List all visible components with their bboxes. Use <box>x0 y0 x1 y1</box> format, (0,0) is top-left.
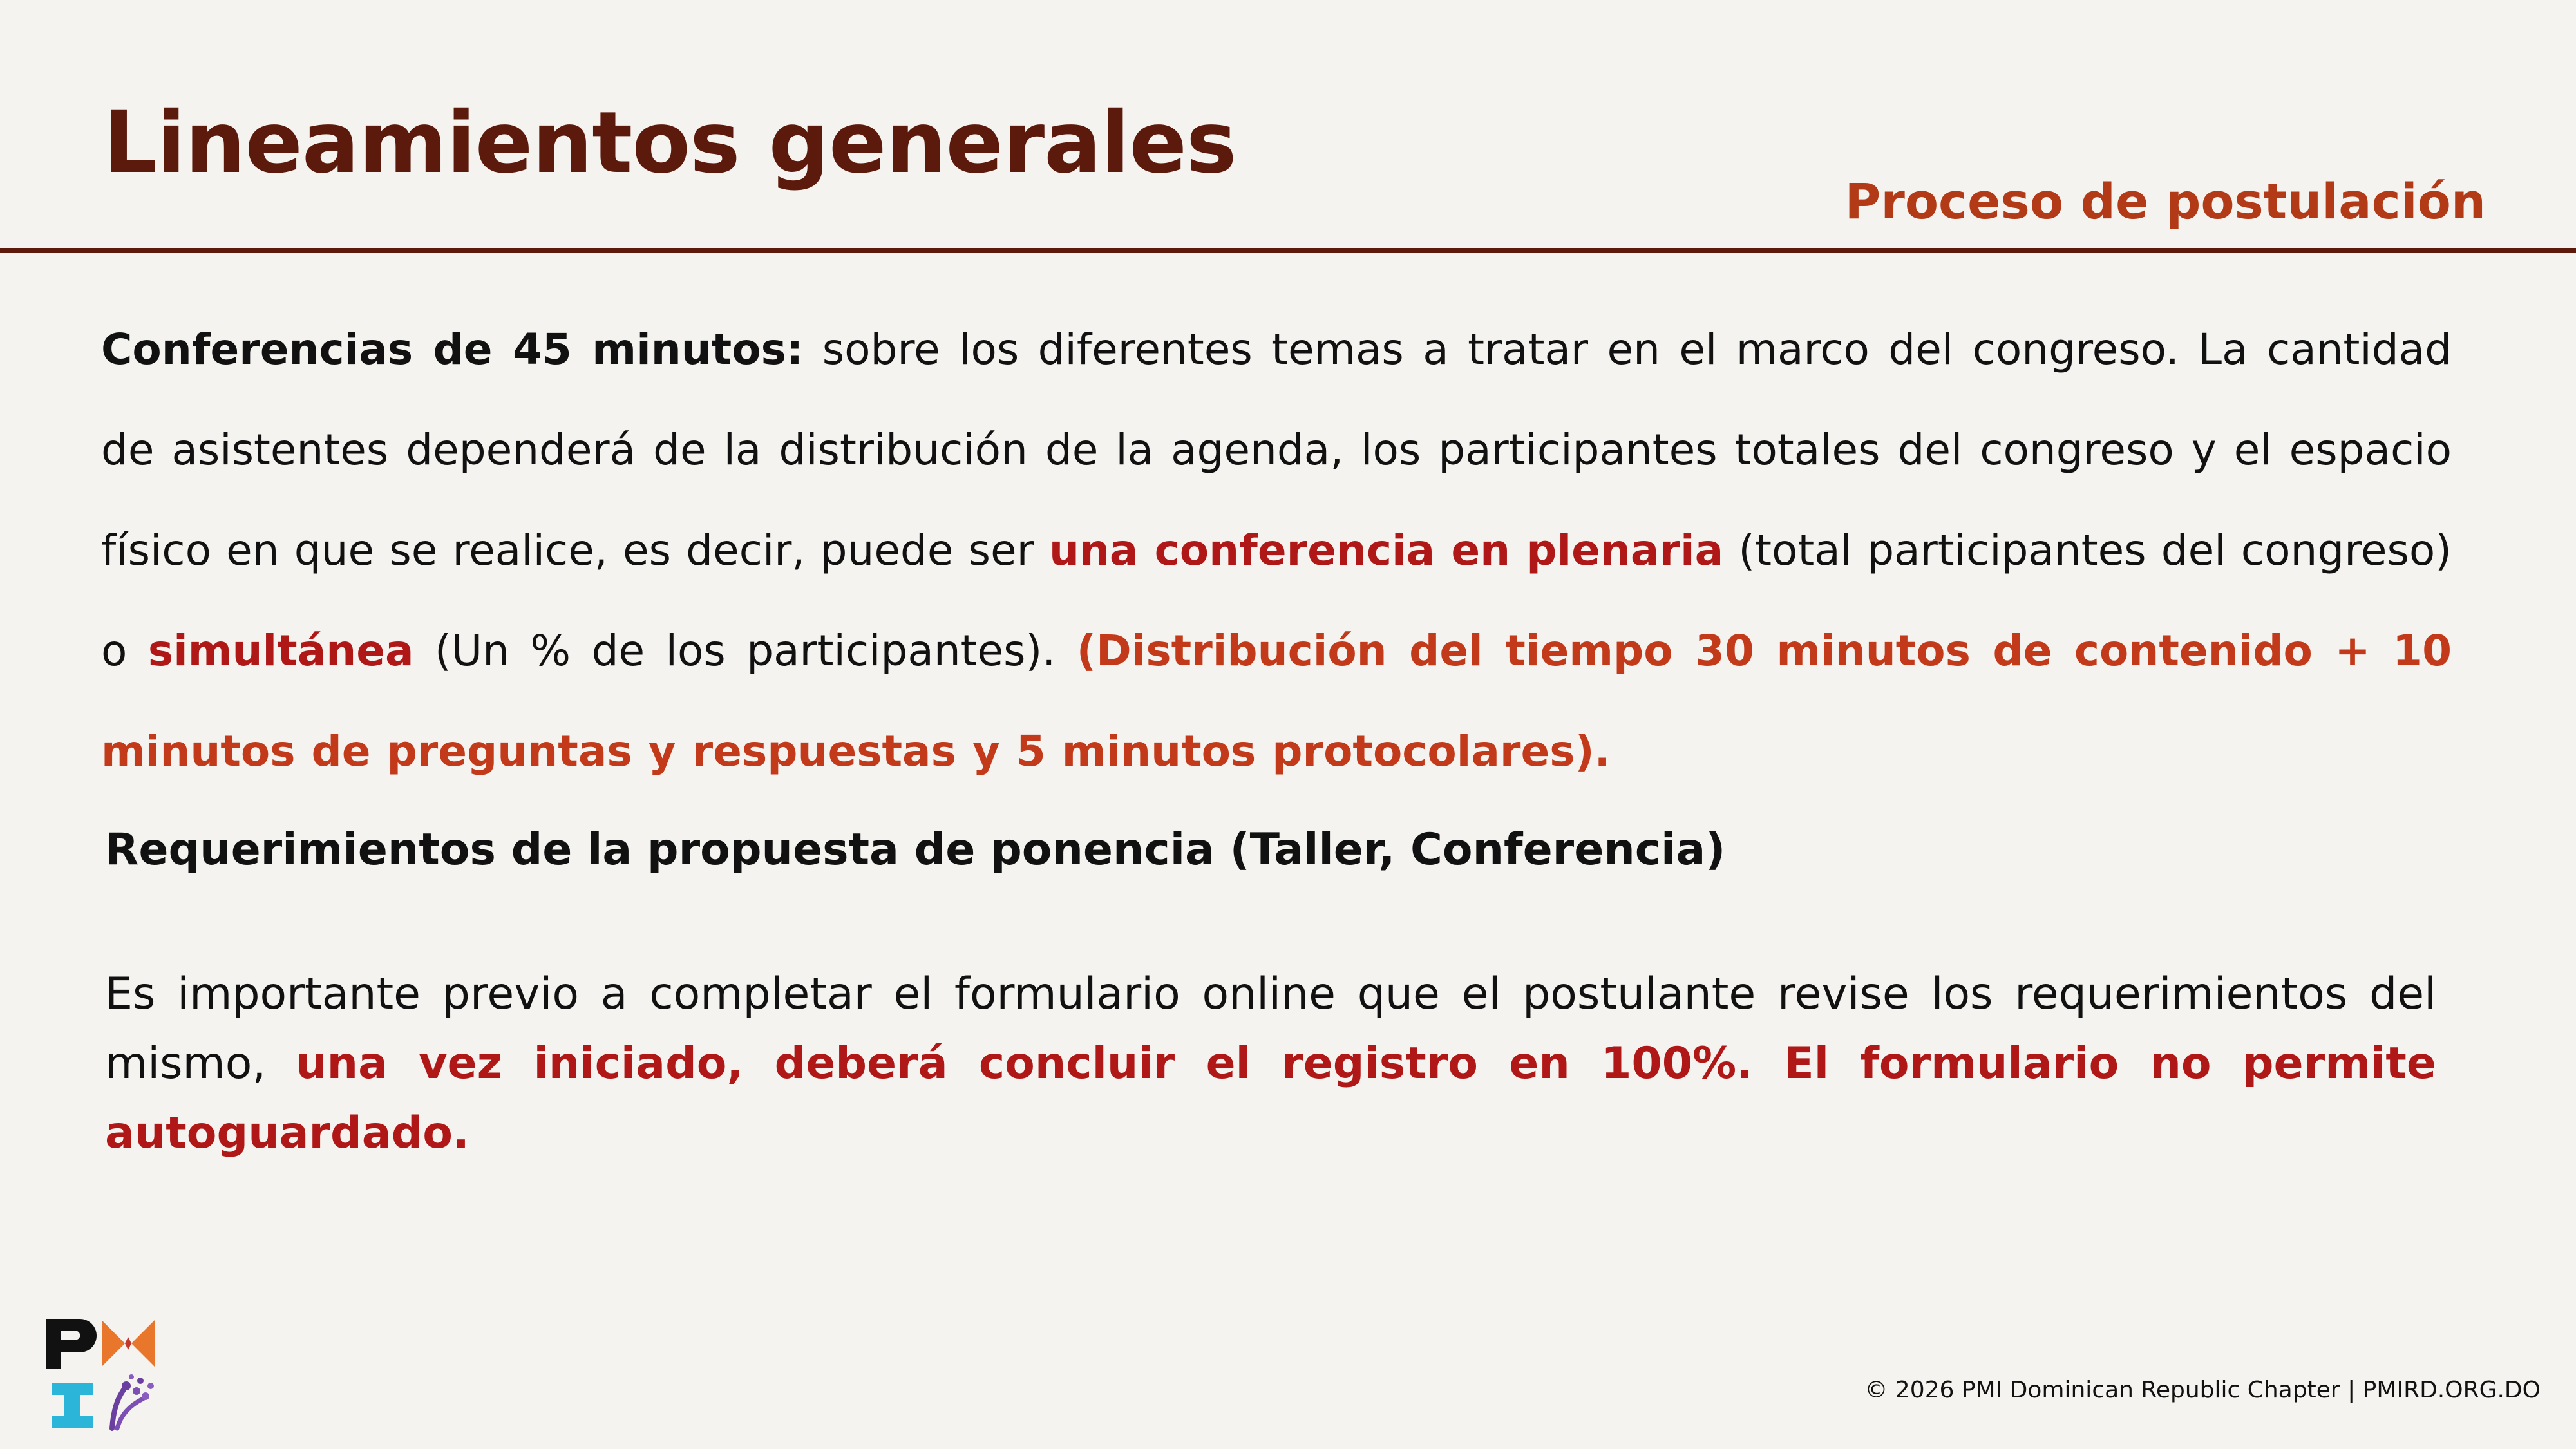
conference-paragraph <box>101 299 2452 802</box>
page-title: Lineamientos generales <box>103 93 1236 193</box>
requirements-text: Es importante previo a completar el formulario online que el postulante revise los requerimientos del mismo, <box>105 969 2436 1089</box>
conference-text-2: (total participantes del congreso) o <box>101 526 2452 676</box>
simultaneous-highlight: simultánea <box>147 626 414 676</box>
conference-text-1: sobre los diferentes temas a tratar en el marco del congreso. La cantidad de asistentes dependerá de la distribución de la agenda, los participantes totales del congreso y el espacio físico en que se realice, es decir, puede ser <box>101 325 2452 575</box>
conference-text-3: (Un % de los participantes). <box>413 626 1077 676</box>
page-subtitle: Proceso de postulación <box>1844 173 2486 230</box>
plenary-highlight: una conferencia en plenaria <box>1048 526 1724 575</box>
header-divider <box>0 248 2576 253</box>
conference-lead: Conferencias de 45 minutos: <box>101 325 804 374</box>
requirements-heading: Requerimientos de la propuesta de ponencia (Taller, Conferencia) <box>105 824 1726 875</box>
time-distribution-highlight: (Distribución del tiempo 30 minutos de contenido + 10 minutos de preguntas y respuestas y 5 minutos protocolares). <box>101 626 2452 776</box>
footer-copyright: © 2026 PMI Dominican Republic Chapter | PMIRD.ORG.DO <box>1864 1377 2541 1403</box>
pmi-logo-icon <box>40 1314 162 1436</box>
requirements-paragraph <box>105 960 2436 1168</box>
requirements-highlight: una vez iniciado, deberá concluir el registro en 100%. El formulario no permite autoguardado. <box>105 1038 2436 1159</box>
